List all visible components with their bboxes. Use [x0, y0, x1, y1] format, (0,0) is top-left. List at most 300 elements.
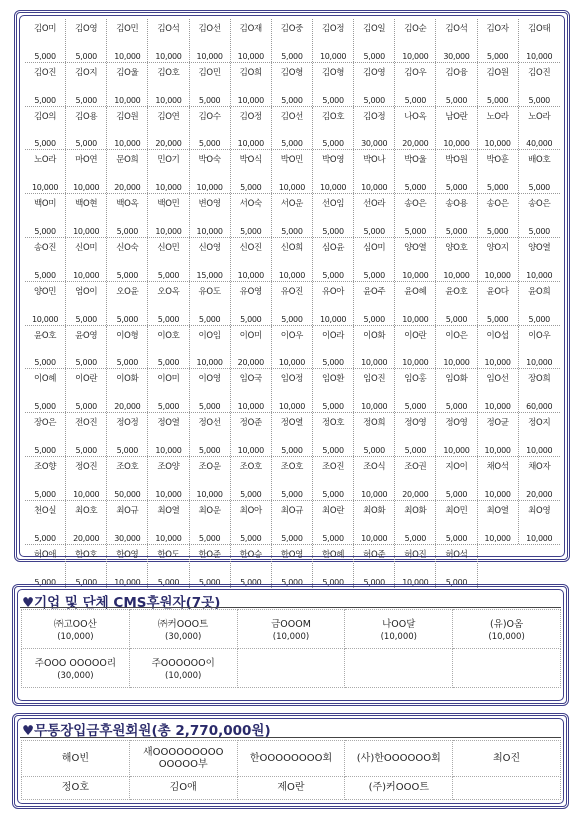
donor-amount: 5,000 — [281, 489, 303, 499]
donor-cell — [313, 545, 354, 589]
donor-cell — [231, 545, 272, 589]
donor-cell — [354, 63, 395, 106]
donor-name: 송O진 — [33, 242, 57, 253]
donor-cell — [519, 501, 560, 544]
donor-name: 최O운 — [198, 505, 221, 516]
donor-amount: 10,000 — [443, 270, 470, 280]
bank-donor-cell: 해O빈 — [22, 741, 130, 777]
corporate-name: 나OO달 — [382, 619, 416, 630]
donor-amount: 5,000 — [322, 139, 344, 149]
donor-cell — [190, 107, 231, 150]
donor-name: 임O화 — [445, 374, 468, 385]
donor-cell — [66, 413, 107, 456]
donor-cell — [436, 282, 477, 325]
donor-row — [25, 238, 560, 282]
donor-amount: 5,000 — [157, 270, 180, 280]
table-row — [22, 649, 561, 688]
donor-amount: 5,000 — [322, 270, 344, 280]
donor-name: 허O애 — [33, 549, 57, 560]
donor-name: 심O윤 — [321, 242, 345, 253]
donor-name: 이O란 — [404, 330, 427, 341]
donor-name: 이O라 — [321, 330, 345, 341]
donor-name: 김O정 — [363, 111, 386, 122]
donor-cell — [148, 457, 189, 500]
donor-cell — [66, 369, 107, 412]
donor-name: 채O자 — [528, 461, 551, 472]
donor-name: 한O승 — [239, 549, 262, 560]
donor-name: 한O호 — [75, 549, 98, 560]
donor-cell — [478, 238, 519, 281]
donor-row — [25, 457, 560, 501]
donor-amount: 5,000 — [34, 402, 56, 412]
donor-amount: 5,000 — [34, 358, 56, 368]
donor-name: 김O울 — [116, 67, 139, 78]
donor-cell — [66, 19, 107, 62]
corporate-cell — [345, 610, 453, 649]
donor-row — [25, 501, 560, 545]
donor-amount: 20,000 — [402, 489, 429, 499]
donor-cell — [272, 19, 313, 62]
donor-amount: 20,000 — [155, 139, 182, 149]
donor-cell — [313, 107, 354, 150]
donor-amount: 10,000 — [484, 139, 511, 149]
donor-cell — [25, 282, 66, 325]
corporate-cell — [129, 610, 237, 649]
donor-name: 최O영 — [528, 505, 551, 516]
donor-amount: 10,000 — [237, 270, 264, 280]
donor-name: 양O열 — [404, 242, 427, 253]
donor-name: 임O정 — [280, 374, 304, 385]
bank-donor-cell: 최O진 — [453, 741, 561, 777]
donor-cell — [272, 238, 313, 281]
donor-row — [25, 545, 560, 589]
donor-cell — [395, 326, 436, 369]
donor-name: 양O지 — [486, 242, 509, 253]
donor-amount: 5,000 — [363, 95, 385, 105]
donor-name: 김O진 — [33, 67, 57, 78]
donor-cell — [25, 501, 66, 544]
donor-amount: 5,000 — [486, 95, 509, 105]
donor-row — [25, 150, 560, 194]
donor-amount: 10,000 — [114, 139, 141, 149]
donor-amount: 10,000 — [278, 270, 306, 280]
donor-cell — [395, 150, 436, 193]
donor-name: 민O기 — [157, 155, 180, 166]
donor-amount: 5,000 — [157, 314, 180, 324]
donor-amount: 10,000 — [319, 51, 347, 61]
donor-amount: 5,000 — [486, 226, 509, 236]
donor-name: 백O옥 — [116, 199, 139, 210]
donor-cell — [148, 150, 189, 193]
donor-amount: 30,000 — [361, 139, 388, 149]
donor-amount: 5,000 — [363, 314, 385, 324]
donor-name: 이O우 — [528, 330, 551, 341]
donor-name: 김O원 — [486, 67, 509, 78]
donor-amount: 5,000 — [75, 402, 97, 412]
donor-amount: 5,000 — [34, 95, 56, 105]
donor-name: 양O민 — [33, 286, 57, 297]
donor-cell — [272, 457, 313, 500]
donor-cell — [519, 413, 560, 456]
donor-amount: 10,000 — [196, 489, 223, 499]
donor-amount: 10,000 — [114, 95, 141, 105]
donor-cell — [313, 238, 354, 281]
donor-cell — [148, 545, 189, 589]
donor-amount: 5,000 — [445, 226, 468, 236]
donor-amount: 5,000 — [198, 445, 221, 455]
donor-cell — [148, 63, 189, 106]
donor-amount: 5,000 — [528, 183, 550, 193]
donor-name: 이O우 — [280, 330, 304, 341]
donor-name: 김O정 — [239, 111, 262, 122]
donor-name: 윤O희 — [528, 286, 551, 297]
donor-name: 이O호 — [157, 330, 180, 341]
donor-amount: 5,000 — [445, 402, 468, 412]
donor-cell — [66, 326, 107, 369]
donor-cell — [436, 150, 477, 193]
donor-amount: 5,000 — [322, 358, 344, 368]
donor-amount: 10,000 — [278, 183, 306, 193]
donor-amount: 5,000 — [116, 314, 139, 324]
donor-cell — [190, 545, 231, 589]
donor-row — [25, 63, 560, 107]
donor-cell-empty — [478, 545, 519, 589]
corporate-name: ㈜커OOO트 — [158, 619, 209, 630]
donor-cell — [519, 19, 560, 62]
donor-cell — [66, 545, 107, 589]
donor-name: 변O영 — [198, 199, 221, 210]
donor-cell — [231, 369, 272, 412]
donor-amount: 5,000 — [75, 578, 97, 588]
donor-name: 박O식 — [239, 155, 262, 166]
donor-name: 신O미 — [75, 242, 98, 253]
donor-cell — [66, 457, 107, 500]
donor-name: 박O울 — [404, 155, 427, 166]
donor-cell — [231, 107, 272, 150]
donor-cell — [148, 369, 189, 412]
donor-cell — [190, 63, 231, 106]
donor-cell — [395, 63, 436, 106]
donor-name: 채O석 — [486, 461, 509, 472]
donor-cell — [190, 457, 231, 500]
donor-amount: 10,000 — [526, 445, 553, 455]
donor-name: 최O란 — [321, 505, 345, 516]
donor-name: 오O윤 — [116, 286, 139, 297]
donor-amount: 10,000 — [402, 270, 429, 280]
donor-amount: 5,000 — [404, 226, 427, 236]
donor-cell — [272, 413, 313, 456]
bank-donor-cell: 한OOOOOOOO회 — [237, 741, 345, 777]
donor-cell — [66, 150, 107, 193]
donor-name: 윤O호 — [445, 286, 468, 297]
donor-name: 정O영 — [445, 418, 468, 429]
donor-name: 임O홍 — [404, 374, 427, 385]
donor-amount: 5,000 — [198, 578, 221, 588]
donor-amount: 50,000 — [114, 489, 141, 499]
donor-amount: 10,000 — [155, 533, 182, 543]
donor-amount: 10,000 — [237, 95, 264, 105]
donor-amount: 5,000 — [240, 314, 262, 324]
corporate-amount: (10,000) — [57, 632, 94, 642]
donor-cell — [25, 107, 66, 150]
donor-cell — [107, 194, 148, 237]
donor-cell — [519, 194, 560, 237]
donor-name: 한O준 — [198, 549, 221, 560]
donor-cell — [313, 194, 354, 237]
donor-cell — [107, 501, 148, 544]
donor-cell — [25, 545, 66, 589]
donor-cell — [478, 107, 519, 150]
donor-row — [25, 19, 560, 63]
donor-cell — [231, 282, 272, 325]
donor-cell — [107, 150, 148, 193]
donor-cell — [107, 413, 148, 456]
donor-cell — [107, 19, 148, 62]
donor-name: 이O란 — [75, 374, 98, 385]
donor-amount: 10,000 — [114, 51, 141, 61]
donor-row — [25, 282, 560, 326]
donor-name: 정O지 — [528, 418, 551, 429]
donor-amount: 20,000 — [402, 139, 429, 149]
donor-cell — [107, 326, 148, 369]
donor-name: 김O융 — [445, 67, 468, 78]
donor-cell — [190, 413, 231, 456]
donor-cell — [519, 326, 560, 369]
donor-cell — [395, 501, 436, 544]
donor-amount: 5,000 — [486, 314, 509, 324]
donor-name: 김O순 — [404, 24, 427, 34]
donor-amount: 5,000 — [322, 578, 344, 588]
donor-amount: 5,000 — [75, 95, 97, 105]
donor-cell — [190, 238, 231, 281]
donor-amount: 5,000 — [363, 226, 385, 236]
donor-cell — [313, 413, 354, 456]
donor-name: 김O지 — [75, 67, 98, 78]
donor-cell — [148, 501, 189, 544]
donor-cell — [395, 413, 436, 456]
donor-amount: 10,000 — [114, 578, 141, 588]
donor-cell — [436, 413, 477, 456]
donor-name: 장O희 — [528, 374, 551, 385]
donor-cell — [354, 107, 395, 150]
donor-cell — [25, 194, 66, 237]
donor-name: 이O미 — [239, 330, 262, 341]
donor-amount: 10,000 — [402, 51, 429, 61]
donor-amount: 10,000 — [237, 139, 264, 149]
donor-name: 김O용 — [75, 111, 98, 122]
donor-name: 김O연 — [157, 111, 180, 122]
donor-name: 노O라 — [528, 111, 551, 122]
donor-name: 김O영 — [75, 24, 98, 34]
donor-cell — [395, 282, 436, 325]
donor-name: 조O진 — [321, 461, 345, 472]
donor-name: 선O라 — [363, 199, 386, 210]
heart-icon: ♥ — [22, 595, 35, 611]
donor-name: 송O은 — [486, 199, 509, 210]
donor-name: 김O태 — [528, 24, 551, 34]
donor-amount: 5,000 — [34, 533, 56, 543]
donor-cell — [231, 150, 272, 193]
donor-cell — [272, 501, 313, 544]
donor-amount: 5,000 — [240, 183, 262, 193]
donor-amount: 5,000 — [404, 183, 427, 193]
donor-name: 허O진 — [404, 549, 427, 560]
donor-name: 정O진 — [75, 461, 98, 472]
donor-amount: 5,000 — [34, 139, 56, 149]
donor-amount: 10,000 — [73, 489, 100, 499]
donor-name: 신O진 — [239, 242, 262, 253]
donor-name: 이O화 — [363, 330, 386, 341]
donor-cell — [436, 63, 477, 106]
donor-amount: 10,000 — [155, 226, 182, 236]
donor-amount: 10,000 — [361, 489, 388, 499]
donor-name: 김O호 — [157, 67, 180, 78]
donor-cell — [436, 19, 477, 62]
donor-cell — [148, 107, 189, 150]
donor-name: 지O이 — [445, 461, 468, 472]
donor-name: 김O민 — [198, 67, 221, 78]
donor-amount: 5,000 — [281, 95, 303, 105]
donor-amount: 10,000 — [73, 270, 100, 280]
donor-cell — [66, 282, 107, 325]
donor-name: 이O혜 — [33, 374, 57, 385]
donor-name: 조O호 — [239, 461, 262, 472]
corporate-amount: (10,000) — [488, 632, 525, 642]
corporate-name: ㈜고OO산 — [53, 619, 97, 630]
donor-amount: 10,000 — [155, 95, 182, 105]
donor-name: 정O균 — [486, 418, 509, 429]
donor-amount: 30,000 — [114, 533, 141, 543]
donor-name: 유O도 — [198, 286, 221, 297]
donor-amount: 10,000 — [319, 314, 347, 324]
donor-amount: 10,000 — [73, 183, 100, 193]
donor-amount: 5,000 — [445, 183, 468, 193]
donor-cell — [148, 238, 189, 281]
donor-name: 이O영 — [198, 374, 221, 385]
donor-cell — [107, 545, 148, 589]
donor-amount: 10,000 — [526, 358, 553, 368]
donor-cell — [107, 457, 148, 500]
donor-name: 윤O혜 — [404, 286, 427, 297]
donor-name: 전O진 — [75, 418, 98, 429]
donor-name: 김O민 — [116, 24, 139, 34]
donor-amount: 20,000 — [114, 402, 141, 412]
donor-name: 김O호 — [321, 111, 345, 122]
donor-name: 신O숙 — [116, 242, 139, 253]
donor-cell — [313, 63, 354, 106]
heart-icon: ♥ — [22, 723, 35, 739]
donor-amount: 5,000 — [157, 358, 180, 368]
donor-name: 조O호 — [116, 461, 139, 472]
donor-name: 노O라 — [486, 111, 509, 122]
donor-name: 김O영 — [363, 67, 386, 78]
donor-name: 박O원 — [445, 155, 468, 166]
donor-name: 배O호 — [528, 155, 551, 166]
donor-cell — [478, 457, 519, 500]
donor-name: 유O진 — [280, 286, 304, 297]
donor-name: 김O중 — [280, 24, 304, 34]
donor-cell — [190, 369, 231, 412]
donor-cell — [519, 107, 560, 150]
donor-amount: 5,000 — [404, 533, 427, 543]
donor-cell — [395, 194, 436, 237]
donor-amount: 10,000 — [155, 489, 182, 499]
donor-cell — [25, 457, 66, 500]
donor-amount: 10,000 — [155, 51, 182, 61]
donor-amount: 10,000 — [484, 358, 511, 368]
donor-cell — [395, 369, 436, 412]
donor-amount: 10,000 — [196, 51, 223, 61]
donor-amount: 10,000 — [526, 270, 553, 280]
donor-cell — [148, 194, 189, 237]
corporate-title-rule — [20, 607, 561, 608]
donor-name: 정O영 — [404, 418, 427, 429]
donor-name: 마O연 — [75, 155, 98, 166]
donor-cell — [519, 282, 560, 325]
donor-cell — [25, 150, 66, 193]
donor-amount: 60,000 — [526, 402, 553, 412]
donor-amount: 5,000 — [281, 578, 303, 588]
donor-name: 조O운 — [198, 461, 221, 472]
donor-name: 최O규 — [116, 505, 139, 516]
donor-cell — [190, 150, 231, 193]
donor-cell — [272, 150, 313, 193]
bank-transfer-section-title — [22, 719, 271, 739]
donor-amount: 5,000 — [198, 95, 221, 105]
donor-amount: 5,000 — [281, 226, 303, 236]
corporate-cell — [129, 649, 237, 688]
donor-amount: 5,000 — [75, 358, 97, 368]
donor-cell — [190, 19, 231, 62]
donor-name: 신O영 — [198, 242, 221, 253]
donor-amount: 5,000 — [528, 314, 550, 324]
corporate-cell — [453, 610, 561, 649]
corporate-amount: (30,000) — [165, 632, 202, 642]
donor-row — [25, 369, 560, 413]
corporate-section-title — [22, 591, 220, 611]
donor-cell — [478, 369, 519, 412]
donor-name: 유O아 — [321, 286, 345, 297]
donor-name: 한O도 — [157, 549, 180, 560]
donor-amount: 5,000 — [486, 183, 509, 193]
donor-name: 최O민 — [445, 505, 468, 516]
donor-name: 양O열 — [528, 242, 551, 253]
corporate-amount: (10,000) — [272, 632, 310, 642]
donor-cell — [25, 369, 66, 412]
donor-amount: 10,000 — [402, 578, 429, 588]
donor-name: 나O옥 — [404, 111, 427, 122]
table-row — [22, 610, 561, 649]
donor-name: 조O식 — [363, 461, 386, 472]
donor-cell — [478, 63, 519, 106]
donor-name: 이O미 — [157, 374, 180, 385]
donor-amount: 5,000 — [445, 314, 468, 324]
donor-cell — [519, 457, 560, 500]
donor-cell — [107, 369, 148, 412]
donor-amount: 5,000 — [281, 445, 303, 455]
donor-amount: 5,000 — [240, 226, 262, 236]
donor-cell — [313, 150, 354, 193]
donor-amount: 5,000 — [445, 489, 468, 499]
donor-name: 조O권 — [404, 461, 427, 472]
corporate-cell — [237, 610, 345, 649]
donor-cell — [354, 545, 395, 589]
donor-name: 김O진 — [528, 67, 551, 78]
donor-cell — [66, 63, 107, 106]
donor-amount: 5,000 — [34, 578, 56, 588]
donor-amount: 5,000 — [34, 489, 56, 499]
donor-amount: 10,000 — [484, 489, 511, 499]
